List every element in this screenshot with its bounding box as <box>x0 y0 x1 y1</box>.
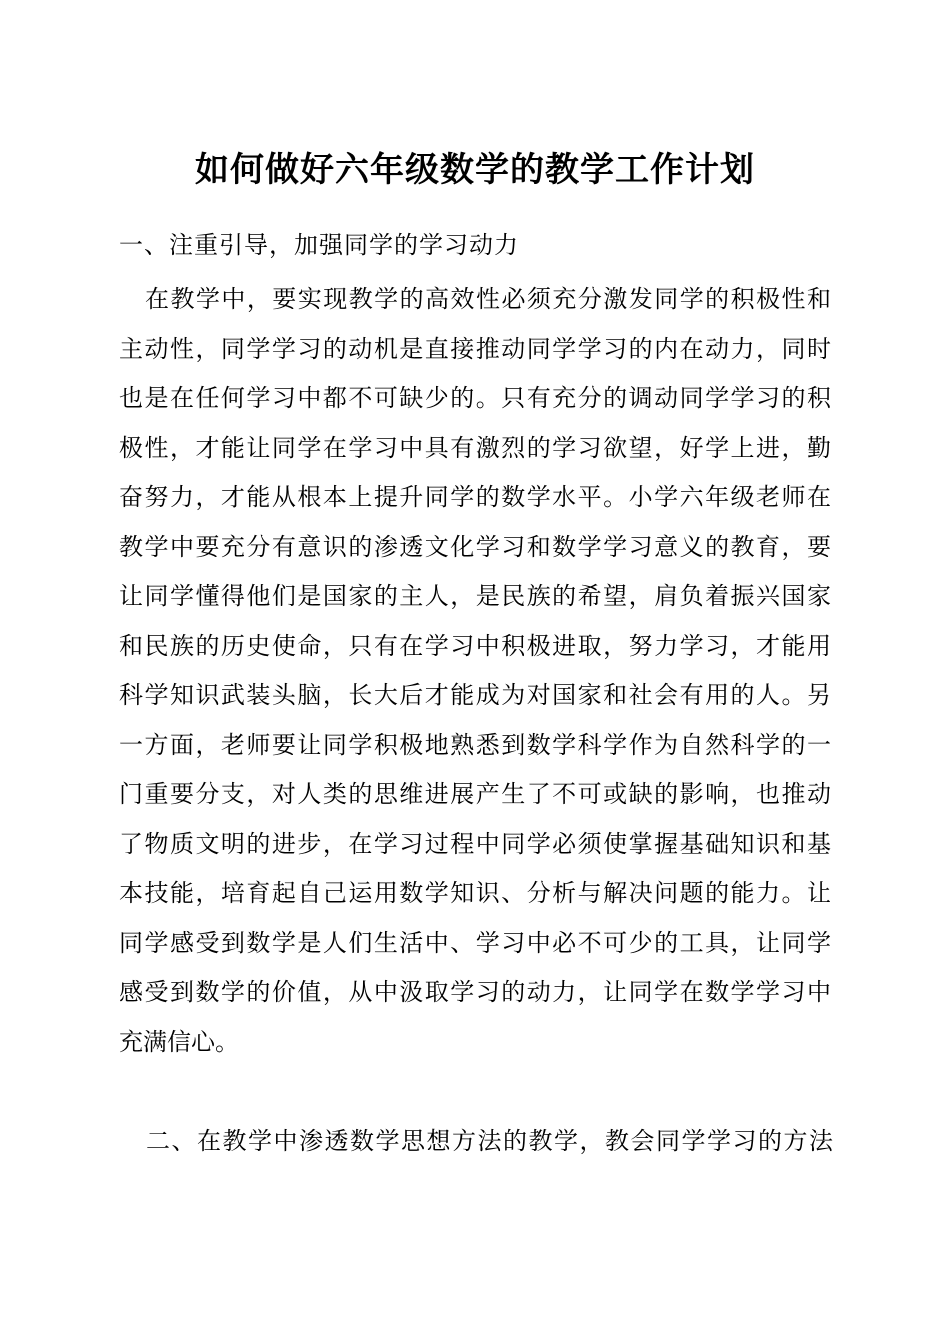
paragraph-line: 感受到数学的价值，从中汲取学习的动力，让同学在数学学习中 <box>119 978 831 1006</box>
paragraph-line: 极性，才能让同学在学习中具有激烈的学习欲望，好学上进，勤 <box>119 433 831 462</box>
paragraph-line: 一方面，老师要让同学积极地熟悉到数学科学作为自然科学的一 <box>119 730 831 759</box>
paragraph-line: 同学感受到数学是人们生活中、学习中必不可少的工具，让同学 <box>119 928 831 957</box>
paragraph-line: 也是在任何学习中都不可缺少的。只有充分的调动同学学习的积 <box>119 384 831 412</box>
document-title: 如何做好六年级数学的教学工作计划 <box>195 150 755 190</box>
paragraph-line: 在教学中，要实现教学的高效性必须充分激发同学的积极性和 <box>145 285 831 313</box>
paragraph-line: 科学知识武装头脑，长大后才能成为对国家和社会有用的人。另 <box>119 681 831 709</box>
paragraph-line: 奋努力，才能从根本上提升同学的数学水平。小学六年级老师在 <box>119 483 831 511</box>
section-1-paragraph <box>119 275 831 1067</box>
paragraph-line: 教学中要充分有意识的渗透文化学习和数学学习意义的教育，要 <box>119 532 831 561</box>
paragraph-line: 本技能，培育起自己运用数学知识、分析与解决问题的能力。让 <box>119 879 831 907</box>
paragraph-line: 门重要分支，对人类的思维进展产生了不可或缺的影响，也推动 <box>119 780 831 808</box>
paragraph-line: 和民族的历史使命，只有在学习中积极进取，努力学习，才能用 <box>119 631 831 660</box>
section-1-heading: 一、注重引导，加强同学的学习动力 <box>119 231 519 259</box>
paragraph-line: 让同学懂得他们是国家的主人，是民族的希望，肩负着振兴国家 <box>119 582 831 610</box>
section-2-heading: 二、在教学中渗透数学思想方法的教学，教会同学学习的方法 <box>146 1127 835 1155</box>
paragraph-line: 了物质文明的进步，在学习过程中同学必须使掌握基础知识和基 <box>119 829 831 858</box>
paragraph-line: 充满信心。 <box>119 1027 239 1056</box>
paragraph-line: 主动性，同学学习的动机是直接推动同学学习的内在动力，同时 <box>119 334 831 363</box>
